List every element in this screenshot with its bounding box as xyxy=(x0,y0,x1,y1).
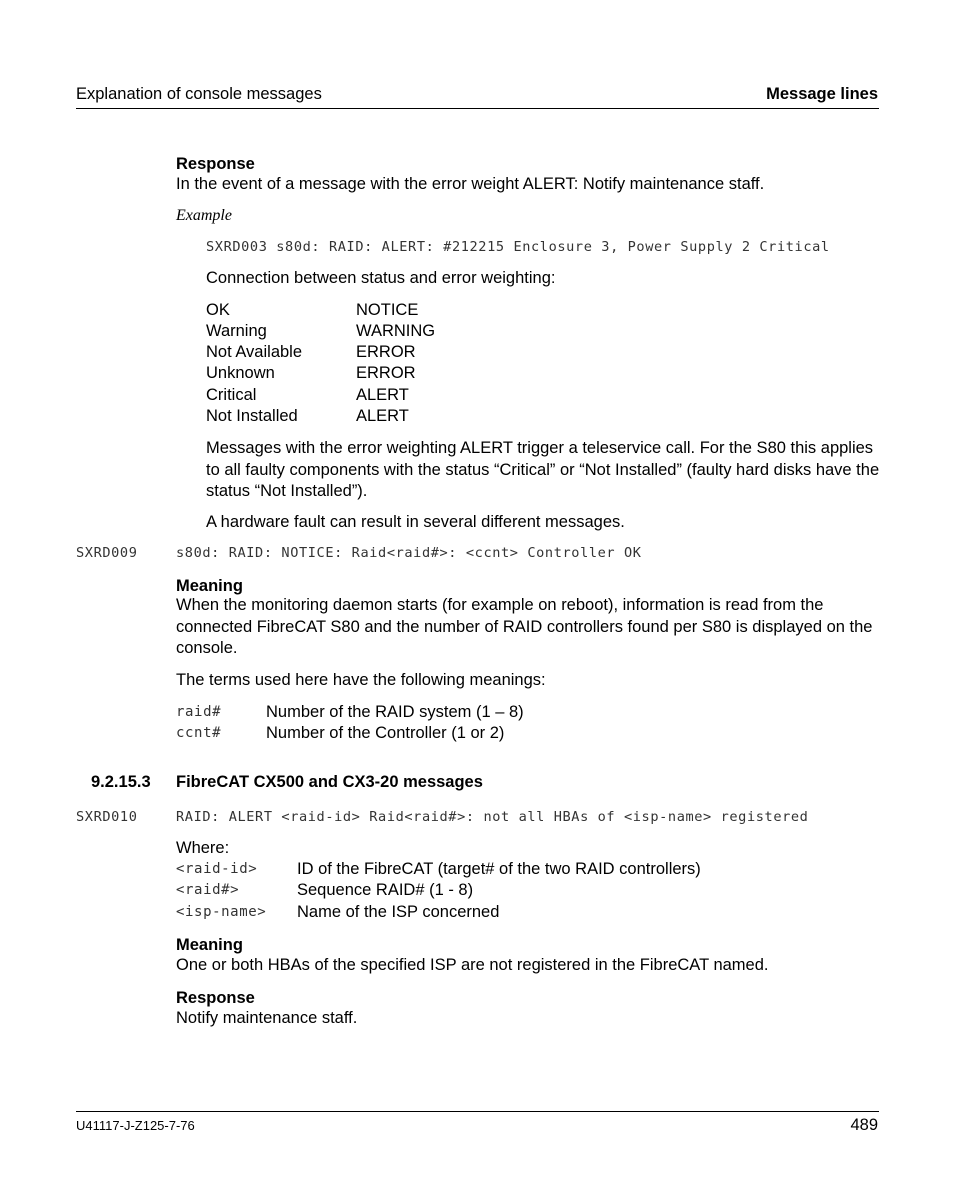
meaning-heading: Meaning xyxy=(176,577,243,595)
weight-cell: ERROR xyxy=(356,343,416,361)
connection-intro: Connection between status and error weighting: xyxy=(206,269,556,287)
term-desc: Number of the Controller (1 or 2) xyxy=(266,724,505,742)
meaning-heading: Meaning xyxy=(176,936,243,954)
response-heading: Response xyxy=(176,989,255,1007)
footer-rule xyxy=(76,1111,879,1112)
term-desc: Name of the ISP concerned xyxy=(297,903,500,921)
term: <raid-id> xyxy=(176,861,258,877)
weight-cell: ALERT xyxy=(356,386,409,404)
status-cell: Not Available xyxy=(206,343,303,361)
footer-docid: U41117-J-Z125-7-76 xyxy=(76,1118,195,1133)
message-text: s80d: RAID: NOTICE: Raid<raid#>: <ccnt> Controller OK xyxy=(176,545,642,561)
status-cell: Warning xyxy=(206,322,267,340)
term: ccnt# xyxy=(176,725,222,741)
term-desc: Sequence RAID# (1 - 8) xyxy=(297,881,474,899)
weight-cell: WARNING xyxy=(356,322,436,340)
weight-cell: ERROR xyxy=(356,364,416,382)
term: <isp-name> xyxy=(176,904,267,920)
header-left: Explanation of console messages xyxy=(76,85,322,103)
meaning-text: One or both HBAs of the specified ISP are not registered in the FibreCAT named. xyxy=(176,956,769,974)
alert-paragraph: Messages with the error weighting ALERT trigger a teleservice call. For the S80 this applies to all faulty components with the status “Critical” or “Not Installed” (faulty hard disks have the status “Not Installed”). xyxy=(206,439,880,500)
message-id: SXRD010 xyxy=(76,809,138,825)
weight-cell: NOTICE xyxy=(356,301,419,319)
example-code: SXRD003 s80d: RAID: ALERT: #212215 Enclosure 3, Power Supply 2 Critical xyxy=(206,239,830,255)
section-number: 9.2.15.3 xyxy=(91,773,151,791)
message-id: SXRD009 xyxy=(76,545,138,561)
status-cell: Not Installed xyxy=(206,407,298,425)
header-right: Message lines xyxy=(766,85,878,103)
header-rule xyxy=(76,108,879,109)
status-cell: Unknown xyxy=(206,364,275,382)
weight-cell: ALERT xyxy=(356,407,409,425)
hardware-paragraph: A hardware fault can result in several different messages. xyxy=(206,513,625,531)
response-heading: Response xyxy=(176,155,255,173)
term: <raid#> xyxy=(176,882,240,898)
terms-intro: The terms used here have the following meanings: xyxy=(176,671,546,689)
term-desc: ID of the FibreCAT (target# of the two RAID controllers) xyxy=(297,860,701,878)
response-text: Notify maintenance staff. xyxy=(176,1009,358,1027)
term: raid# xyxy=(176,704,222,720)
term-desc: Number of the RAID system (1 – 8) xyxy=(266,703,524,721)
message-text: RAID: ALERT <raid-id> Raid<raid#>: not all HBAs of <isp-name> registered xyxy=(176,809,809,825)
where-label: Where: xyxy=(176,839,230,857)
status-cell: OK xyxy=(206,301,230,319)
example-label: Example xyxy=(176,207,232,224)
page-number: 489 xyxy=(850,1116,878,1134)
section-title: FibreCAT CX500 and CX3-20 messages xyxy=(176,773,483,791)
response-text: In the event of a message with the error weight ALERT: Notify maintenance staff. xyxy=(176,175,765,193)
status-cell: Critical xyxy=(206,386,257,404)
meaning-text: When the monitoring daemon starts (for example on reboot), information is read from the connected FibreCAT S80 and the number of RAID controllers found per S80 is displayed on the console. xyxy=(176,596,873,657)
